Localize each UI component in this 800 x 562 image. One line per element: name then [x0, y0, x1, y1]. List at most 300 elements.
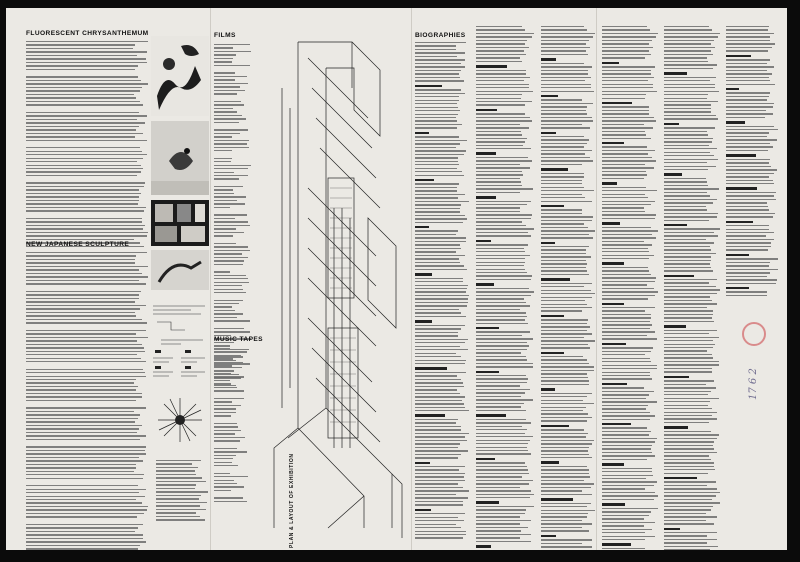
text-line: [541, 26, 584, 27]
text-line: [541, 230, 595, 231]
star-diagram: [156, 396, 204, 444]
text-line: [602, 515, 649, 516]
text-line: [415, 269, 467, 270]
text-line: [415, 473, 465, 474]
text-line: [26, 193, 141, 194]
text-line: [541, 50, 586, 51]
text-line: [602, 471, 652, 472]
text-line: [156, 460, 201, 461]
text-line: [415, 382, 463, 383]
text-line: [476, 157, 528, 158]
text-line: [664, 448, 714, 449]
text-line: [602, 438, 657, 439]
text-line: [214, 168, 248, 169]
text-line: [541, 393, 592, 394]
text-line: [26, 119, 137, 120]
text-line: [664, 337, 719, 338]
text-line: [476, 316, 527, 317]
text-line: [415, 494, 456, 495]
text-line: [26, 471, 134, 472]
text-line: [664, 98, 707, 99]
text-line: [415, 524, 456, 525]
text-line: [415, 527, 461, 528]
text-line: [541, 373, 587, 374]
text-line: [415, 218, 467, 219]
text-line: [602, 29, 650, 30]
text-line: [415, 393, 460, 394]
text-line: [476, 396, 521, 397]
text-line: [726, 132, 769, 133]
text-line: [726, 229, 769, 230]
bio-name-heading: [476, 545, 491, 547]
text-line: [214, 264, 243, 265]
text-line: [664, 169, 708, 170]
text-line: [476, 349, 527, 350]
text-line: [541, 523, 592, 524]
text-line: [415, 457, 458, 458]
text-line: [726, 239, 774, 240]
text-line: [26, 80, 141, 81]
text-line: [664, 40, 714, 41]
text-line: [476, 43, 525, 44]
text-line: [26, 228, 143, 229]
text-line: [476, 171, 522, 172]
text-line: [602, 33, 658, 34]
text-line: [214, 257, 248, 258]
text-line: [26, 158, 143, 159]
text-line: [214, 408, 236, 409]
text-line: [415, 504, 463, 505]
bio-name-heading: [415, 85, 442, 87]
text-line: [415, 100, 459, 101]
bio-name-heading: [726, 88, 739, 90]
text-line: [26, 41, 148, 42]
text-line: [415, 211, 460, 212]
text-line: [214, 115, 242, 116]
text-line: [214, 476, 248, 477]
brochure-sheet: [6, 8, 787, 550]
text-line: [214, 303, 239, 304]
bio-name-heading: [664, 528, 680, 530]
text-line: [26, 207, 146, 208]
text-line: [26, 48, 133, 49]
text-line: [26, 411, 134, 412]
text-line: [541, 47, 590, 48]
text-line: [476, 265, 524, 266]
text-line: [26, 361, 146, 362]
text-line: [602, 478, 646, 479]
text-line: [602, 40, 652, 41]
text-line: [602, 361, 651, 362]
text-line: [664, 371, 712, 372]
text-line: [214, 51, 251, 52]
text-line: [541, 310, 582, 311]
text-line: [214, 398, 244, 399]
text-line: [26, 330, 146, 331]
text-line: [664, 459, 711, 460]
text-line: [214, 412, 236, 413]
text-line: [415, 117, 456, 118]
text-line: [214, 405, 241, 406]
text-line: [541, 333, 592, 334]
text-line: [602, 26, 647, 27]
text-line: [26, 389, 136, 390]
text-line: [726, 103, 774, 104]
text-line: [214, 58, 233, 59]
text-line: [664, 441, 714, 442]
text-line: [214, 79, 235, 80]
text-line: [664, 303, 717, 304]
intro-text-block: [26, 41, 148, 249]
text-line: [602, 335, 647, 336]
text-line: [602, 365, 657, 366]
text-line: [415, 328, 461, 329]
text-line: [726, 29, 768, 30]
text-line: [476, 181, 521, 182]
text-line: [156, 481, 206, 482]
text-line: [214, 225, 250, 226]
text-line: [214, 328, 244, 329]
text-line: [415, 476, 464, 477]
text-line: [602, 234, 652, 235]
caption-lines: [156, 460, 208, 523]
text-line: [214, 292, 246, 293]
text-line: [541, 513, 588, 514]
text-line: [664, 178, 706, 179]
text-line: [415, 237, 466, 238]
text-line: [541, 510, 595, 511]
text-line: [476, 145, 523, 146]
text-line: [726, 40, 770, 41]
text-line: [664, 539, 717, 540]
text-line: [415, 497, 468, 498]
text-line: [476, 36, 532, 37]
text-line: [476, 319, 525, 320]
text-line: [602, 91, 657, 92]
text-line: [664, 455, 709, 456]
text-line: [214, 203, 245, 204]
text-line: [476, 302, 526, 303]
text-line: [664, 438, 717, 439]
bio-name-heading: [602, 182, 617, 184]
text-line: [26, 376, 146, 377]
text-line: [214, 143, 247, 144]
text-line: [214, 486, 244, 487]
text-line: [476, 113, 525, 114]
text-line: [26, 527, 138, 528]
text-line: [214, 275, 246, 276]
text-line: [664, 499, 712, 500]
text-line: [541, 403, 594, 404]
text-line: [415, 487, 463, 488]
text-line: [664, 405, 708, 406]
text-line: [664, 368, 712, 369]
text-line: [476, 469, 528, 470]
text-line: [214, 61, 232, 62]
text-line: [664, 26, 709, 27]
text-line: [726, 117, 765, 118]
music-tapes-title: MUSIC TAPES: [214, 336, 263, 343]
text-line: [664, 473, 708, 474]
text-line: [541, 330, 587, 331]
text-line: [541, 91, 594, 92]
text-line: [415, 513, 465, 514]
text-line: [415, 120, 457, 121]
text-line: [664, 469, 715, 470]
text-line: [214, 140, 249, 141]
text-line: [26, 382, 134, 383]
text-line: [415, 150, 466, 151]
text-line: [26, 189, 139, 190]
text-line: [415, 110, 460, 111]
text-line: [602, 508, 658, 509]
text-line: [415, 403, 464, 404]
fold-line: [210, 8, 211, 550]
fold-line: [596, 8, 597, 550]
text-line: [476, 117, 530, 118]
text-line: [415, 215, 465, 216]
text-line: [541, 359, 587, 360]
text-line: [602, 134, 646, 135]
text-line: [664, 77, 716, 78]
text-line: [476, 251, 525, 252]
text-line: [26, 502, 142, 503]
text-line: [541, 80, 585, 81]
text-line: [602, 36, 656, 37]
text-line: [602, 391, 654, 392]
text-line: [541, 180, 582, 181]
text-line: [726, 129, 778, 130]
text-line: [664, 94, 708, 95]
text-line: [214, 260, 244, 261]
text-line: [26, 171, 141, 172]
text-line: [415, 136, 459, 137]
text-line: [664, 401, 710, 402]
text-line: [602, 412, 650, 413]
bio-name-heading: [664, 477, 697, 479]
text-line: [541, 77, 591, 78]
text-line: [602, 288, 654, 289]
text-line: [26, 499, 136, 500]
text-line: [26, 239, 134, 240]
text-line: [214, 306, 232, 307]
text-line: [476, 148, 531, 149]
text-line: [541, 227, 588, 228]
text-line: [476, 483, 529, 484]
text-line: [602, 394, 649, 395]
text-line: [541, 417, 592, 418]
text-line: [214, 465, 238, 466]
text-line: [664, 80, 710, 81]
text-line: [664, 84, 715, 85]
text-line: [664, 357, 713, 358]
text-line: [726, 291, 767, 292]
text-line: [541, 344, 588, 345]
text-line: [156, 512, 196, 513]
text-line: [602, 113, 649, 114]
text-line: [26, 232, 148, 233]
text-line: [602, 194, 645, 195]
text-line: [602, 536, 655, 537]
bio-name-heading: [664, 376, 689, 378]
bio-name-heading: [415, 367, 447, 369]
text-line: [664, 314, 713, 315]
text-line: [214, 483, 237, 484]
bio-name-heading: [664, 426, 688, 428]
text-line: [664, 242, 714, 243]
text-line: [602, 548, 645, 549]
text-line: [214, 351, 247, 352]
text-line: [415, 168, 457, 169]
text-line: [541, 274, 589, 275]
text-line: [541, 43, 586, 44]
text-line: [602, 227, 651, 228]
bio-name-heading: [541, 352, 564, 354]
text-line: [664, 387, 716, 388]
text-line: [726, 150, 768, 151]
bio-name-heading: [541, 461, 559, 463]
text-line: [476, 262, 525, 263]
text-line: [664, 310, 713, 311]
text-line: [541, 307, 592, 308]
text-line: [602, 354, 645, 355]
text-line: [214, 380, 230, 381]
bio-name-heading: [415, 226, 429, 228]
text-line: [602, 485, 654, 486]
text-line: [415, 349, 468, 350]
text-line: [214, 122, 239, 123]
text-line: [664, 246, 710, 247]
text-line: [664, 108, 711, 109]
text-line: [26, 457, 139, 458]
text-line: [602, 138, 651, 139]
text-line: [726, 59, 770, 60]
text-line: [476, 80, 524, 81]
text-line: [26, 344, 142, 345]
biography-column-5: [664, 26, 720, 550]
text-line: [541, 246, 589, 247]
text-line: [415, 407, 465, 408]
text-line: [476, 232, 528, 233]
text-line: [664, 166, 716, 167]
text-line: [476, 356, 526, 357]
text-line: [26, 516, 137, 517]
text-line: [26, 428, 139, 429]
text-line: [476, 406, 521, 407]
text-line: [602, 532, 645, 533]
text-line: [602, 475, 653, 476]
text-line: [476, 440, 530, 441]
text-line: [541, 124, 582, 125]
text-line: [26, 439, 140, 440]
text-line: [415, 204, 461, 205]
biographies-title: BIOGRAPHIES: [415, 32, 466, 39]
text-line: [602, 117, 654, 118]
text-line: [541, 197, 585, 198]
text-line: [726, 106, 773, 107]
text-line: [602, 258, 649, 259]
text-line: [726, 80, 770, 81]
text-line: [415, 63, 461, 64]
text-line: [664, 523, 714, 524]
artwork-image-3: [151, 200, 209, 246]
text-line: [602, 539, 645, 540]
text-line: [476, 127, 529, 128]
text-line: [541, 33, 595, 34]
text-line: [726, 63, 767, 64]
text-line: [415, 157, 458, 158]
text-line: [415, 197, 458, 198]
text-line: [415, 490, 469, 491]
text-line: [541, 103, 593, 104]
text-line: [476, 84, 529, 85]
text-line: [664, 415, 712, 416]
text-line: [541, 234, 589, 235]
bio-name-heading: [726, 254, 749, 256]
text-line: [476, 436, 533, 437]
text-line: [476, 188, 533, 189]
text-line: [26, 186, 144, 187]
text-line: [602, 321, 650, 322]
text-line: [602, 310, 645, 311]
text-line: [476, 399, 533, 400]
text-line: [214, 111, 237, 112]
text-line: [602, 80, 648, 81]
text-line: [214, 158, 232, 159]
text-line: [476, 50, 524, 51]
text-line: [476, 410, 526, 411]
text-line: [476, 255, 530, 256]
bio-name-heading: [602, 222, 620, 224]
text-line: [602, 98, 645, 99]
text-line: [664, 131, 707, 132]
text-line: [476, 450, 528, 451]
text-line: [664, 87, 715, 88]
text-line: [476, 104, 525, 105]
text-line: [476, 77, 530, 78]
text-line: [26, 467, 136, 468]
text-line: [726, 143, 770, 144]
text-line: [726, 110, 766, 111]
text-line: [726, 180, 773, 181]
text-line: [726, 126, 774, 127]
text-line: [214, 440, 240, 441]
text-line: [602, 347, 653, 348]
text-line: [26, 315, 136, 316]
text-line: [214, 358, 233, 359]
text-line: [541, 457, 592, 458]
text-line: [476, 466, 527, 467]
text-line: [541, 539, 592, 540]
text-line: [664, 148, 717, 149]
text-line: [476, 453, 531, 454]
bio-name-heading: [476, 371, 499, 373]
text-line: [415, 429, 461, 430]
text-line: [156, 467, 198, 468]
text-line: [602, 375, 650, 376]
bio-name-heading: [541, 168, 568, 170]
text-line: [214, 90, 245, 91]
text-line: [541, 530, 589, 531]
text-line: [476, 366, 533, 367]
text-line: [541, 527, 582, 528]
text-line: [415, 262, 460, 263]
text-line: [476, 101, 532, 102]
text-line: [726, 209, 769, 210]
artwork-image-1: [151, 36, 209, 116]
text-line: [214, 129, 248, 130]
text-line: [415, 93, 465, 94]
